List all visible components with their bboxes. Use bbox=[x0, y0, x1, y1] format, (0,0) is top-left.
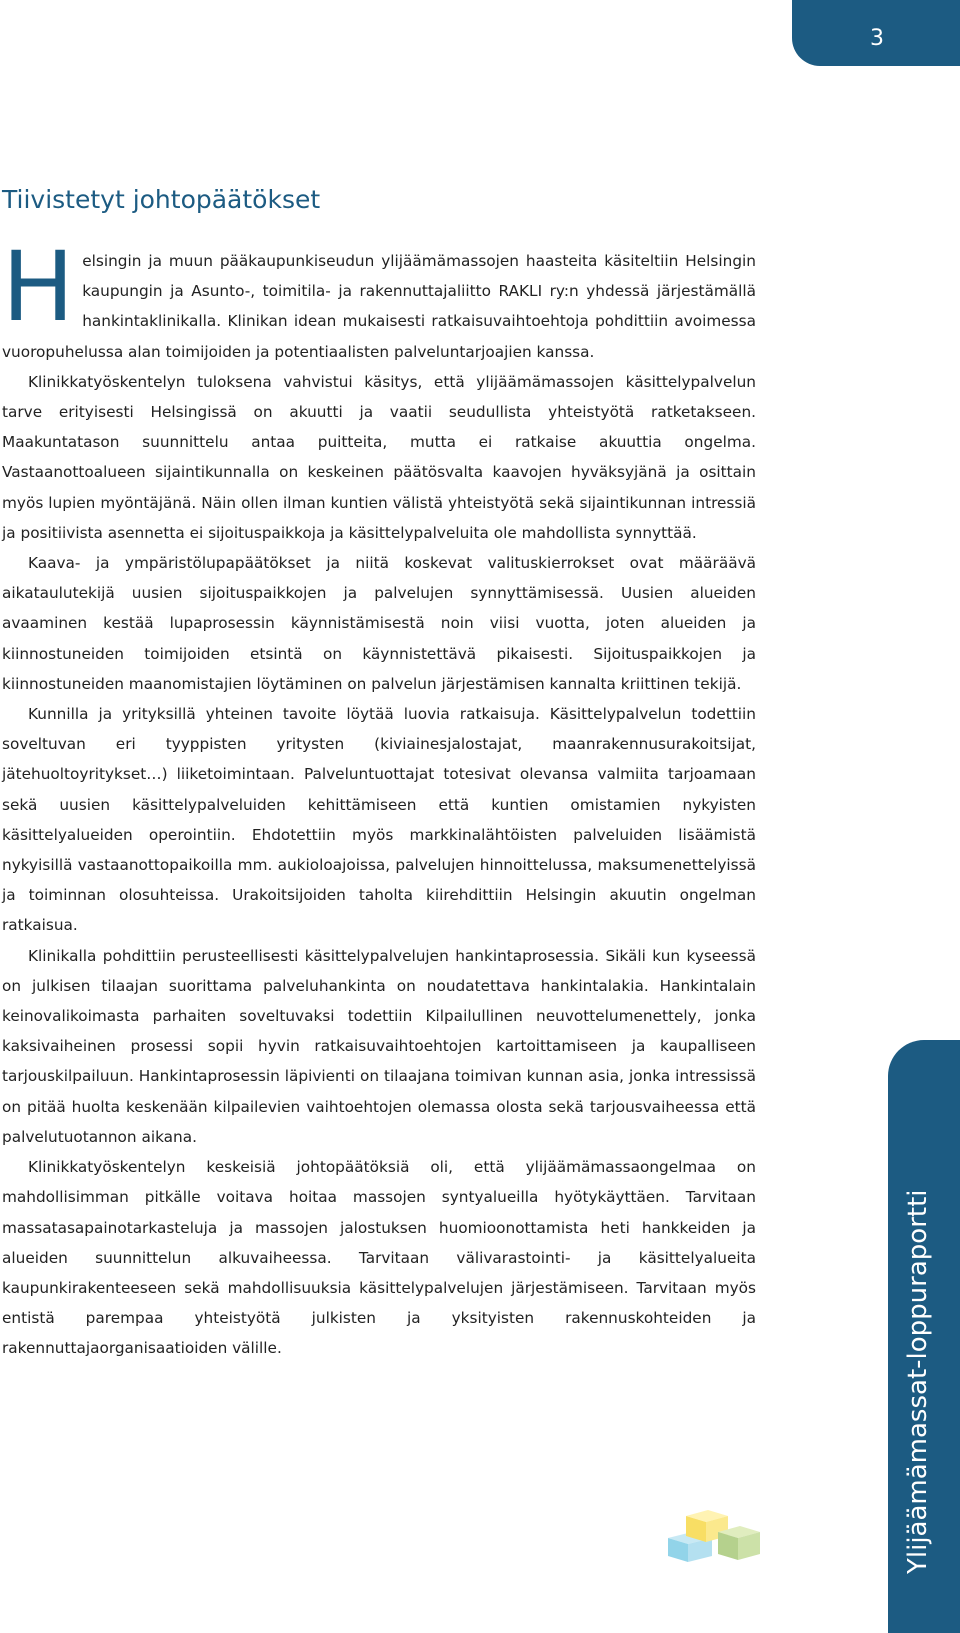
paragraph-2: Klinikkatyöskentelyn tuloksena vahvistui käsitys, että ylijäämämassojen käsittelypalvelun tarve erityisesti Helsingissä on akuutti ja vaatii seudullista yhteistyötä ratketakseen. Maakuntatason suunnittelu antaa puitteita, mutta ei ratkaise akuuttia ongelma. Vastaanottoalueen sijaintikunnalla on keskeinen päätösvalta kaavojen hyväksyjänä ja osittain myös lupien myöntäjänä. Näin ollen ilman kuntien välistä yhteistyötä sekä sijaintikunnan intressiä ja positiivista asennetta ei sijoituspaikkoja ja käsittelypalveluita ole mahdollista synnyttää. bbox=[2, 372, 756, 542]
cubes-logo-icon bbox=[668, 1502, 764, 1564]
dropcap-letter: H bbox=[2, 231, 75, 343]
page-number: 3 bbox=[870, 26, 884, 51]
paragraph-6: Klinikkatyöskentelyn keskeisiä johtopäätöksiä oli, että ylijäämämassaongelmaa on mahdollisimman pitkälle voitava hoitaa massojen syntyalueilla hyötykäyttäen. Tarvitaan massatasapainotarkasteluja ja massojen jalostuksen huomioonottamista heti hankkeiden ja alueiden suunnittelun alkuvaiheessa. Tarvitaan välivarastointi- ja käsittelyalueita kaupunkirakenteeseen sekä mahdollisuuksia käsittelypalvelujen järjestämiseen. Tarvitaan myös entistä parempaa yhteistyötä julkisten ja yksityisten rakennuskohteiden ja rakennuttajaorganisaatioiden välille. bbox=[2, 1158, 756, 1358]
paragraph-1 bbox=[2, 231, 756, 367]
paragraph-5: Klinikalla pohdittiin perusteellisesti käsittelypalvelujen hankintaprosessia. Sikäli kun kyseessä on julkisen tilaajan suorittama palveluhankinta on noudatettava hankintalakia. Hankintalain keinovalikoimasta parhaiten soveltuvaksi todettiin Kilpailullinen neuvottelumenettely, jonka kaksivaiheinen prosessi sopii hyvin ratkaisuvaihtoehtojen kartoittamiseen ja kaupalliseen tarjouskilpailuun. Hankintaprosessin läpivienti on tilaajana toimivan kunnan asia, jonka intressissä on pitää huolta keskenään kilpailevien vaihtoehtojen olemassa olosta sekä tarjousvaiheessa että palvelutuotannon aikana. bbox=[2, 946, 756, 1146]
paragraph-3: Kaava- ja ympäristölupapäätökset ja niitä koskevat valituskierrokset ovat määräävä aikataulutekijä uusien sijoituspaikkojen ja palvelujen synnyttämisessä. Uusien alueiden avaaminen kestää lupaprosessin käynnistämisestä noin viisi vuotta, joten alueiden ja kiinnostuneiden toimijoiden etsintä on käynnistettävä pikaisesti. Sijoituspaikkojen ja kiinnostuneiden maanomistajien löytäminen on palvelun järjestämisen kannalta kriittinen tekijä. bbox=[2, 554, 756, 693]
section-heading: Tiivistetyt johtopäätökset bbox=[2, 185, 321, 214]
paragraph-4: Kunnilla ja yrityksillä yhteinen tavoite löytää luovia ratkaisuja. Käsittelypalvelun todettiin soveltuvan eri tyyppisten yritysten (kiviainesjalostajat, maanrakennusurakoitsijat, jätehuoltoyritykset…) liiketoimintaan. Palveluntuottajat totesivat olevansa valmiita tarjoamaan sekä uusien käsittelypalveluiden kehittämiseen että kuntien omistamien nykyisten käsittelyalueiden operointiin. Ehdotettiin myös markkinalähtöisten palveluiden lisäämistä nykyisillä vastaanottopaikoilla mm. aukioloajoissa, palvelujen hinnoittelussa, maksumenettelyissä ja toiminnan olosuhteissa. Urakoitsijoiden taholta kiirehdittiin Helsingin akuutin ongelman ratkaisua. bbox=[2, 705, 756, 935]
report-title-vertical: Ylijäämämassat-loppuraportti bbox=[903, 1189, 933, 1574]
paragraph-1-text: elsingin ja muun pääkaupunkiseudun ylijäämämassojen haasteita käsiteltiin Helsingin kaupungin ja Asunto-, toimitila- ja rakennuttajaliitto RAKLI ry:n yhdessä järjestämällä hankintaklinikalla. Klinikan idean mukaisesti ratkaisuvaihtoehtoja pohdittiin avoimessa vuoropuhelussa alan toimijoiden ja potentiaalisten palveluntarjoajien kanssa. bbox=[2, 252, 756, 361]
article-body bbox=[2, 231, 756, 1364]
